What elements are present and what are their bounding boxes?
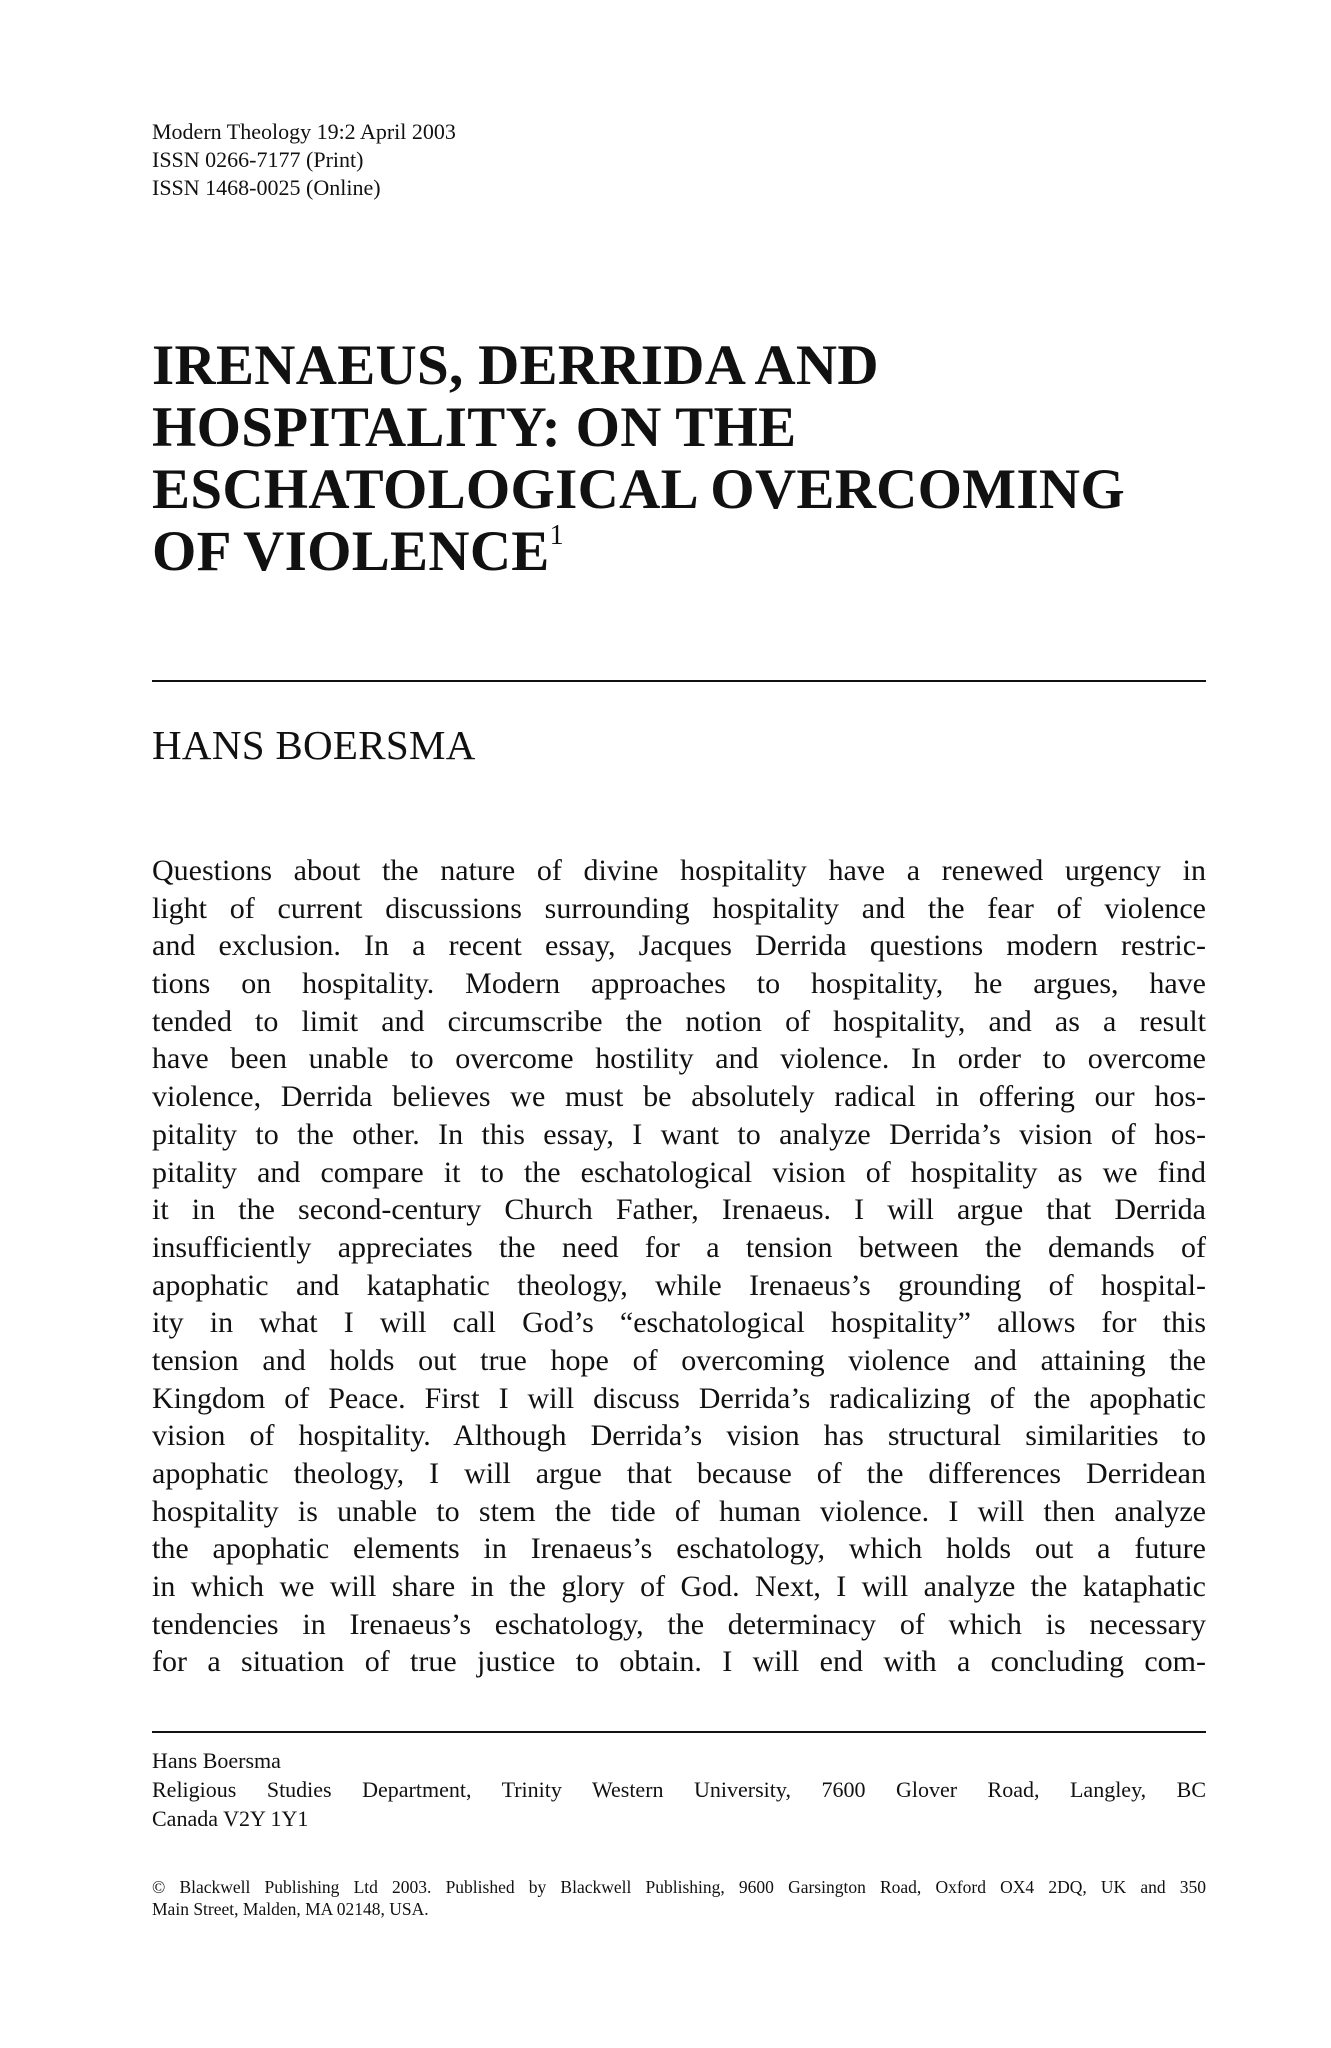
abstract-line: pitality to the other. In this essay, I want to analyze Derrida’s vision of hos- — [152, 1117, 1206, 1151]
issn-print: ISSN 0266-7177 (Print) — [152, 147, 364, 172]
abstract-line: tension and holds out true hope of overcoming violence and attaining the — [152, 1343, 1206, 1377]
abstract-line: tended to limit and circumscribe the notion of hospitality, and as a result — [152, 1004, 1206, 1038]
abstract-line: tions on hospitality. Modern approaches to hospitality, he argues, have — [152, 967, 1206, 1001]
issn-online: ISSN 1468-0025 (Online) — [152, 175, 381, 200]
footer-divider — [152, 1731, 1206, 1733]
abstract-line: hospitality is unable to stem the tide of human violence. I will then analyze — [152, 1494, 1206, 1528]
abstract-line: have been unable to overcome hostility and violence. In order to overcome — [152, 1042, 1206, 1076]
title-line-2: HOSPITALITY: ON THE — [152, 396, 797, 459]
journal-issue: Modern Theology 19:2 April 2003 — [152, 119, 456, 144]
abstract-line: apophatic and kataphatic theology, while Irenaeus’s grounding of hospital- — [152, 1268, 1206, 1302]
article-page — [152, 0, 1206, 2048]
abstract-line: light of current discussions surrounding hospitality and the fear of violence — [152, 891, 1206, 925]
title-line-4-text: OF VIOLENCE — [152, 520, 550, 583]
abstract-line: apophatic theology, I will argue that because of the differences Derridean — [152, 1457, 1206, 1490]
footnote-mark: 1 — [549, 520, 564, 551]
abstract-line: insufficiently appreciates the need for a tension between the demands of — [152, 1230, 1206, 1264]
abstract-line: Kingdom of Peace. First I will discuss Derrida’s radicalizing of the apophatic — [152, 1381, 1206, 1415]
article-title — [152, 335, 1206, 583]
abstract-line: ity in what I will call God’s “eschatological hospitality” allows for this — [152, 1306, 1206, 1340]
abstract-line: in which we will share in the glory of God. Next, I will analyze the kataphatic — [152, 1570, 1206, 1604]
abstract-line: tendencies in Irenaeus’s eschatology, the determinacy of which is necessary — [152, 1607, 1206, 1641]
abstract-line: it in the second-century Church Father, Irenaeus. I will argue that Derrida — [152, 1193, 1206, 1227]
abstract-line: vision of hospitality. Although Derrida’s vision has structural similarities to — [152, 1419, 1206, 1453]
affiliation-address-cont: Canada V2Y 1Y1 — [152, 1806, 309, 1831]
abstract-line: pitality and compare it to the eschatological vision of hospitality as we find — [152, 1155, 1206, 1189]
abstract-line: Questions about the nature of divine hospitality have a renewed urgency in — [152, 854, 1206, 887]
affiliation-address: Religious Studies Department, Trinity Western University, 7600 Glover Road, Langley, BC — [152, 1777, 1206, 1802]
copyright-line-2: Main Street, Malden, MA 02148, USA. — [152, 1899, 429, 1919]
journal-info — [152, 118, 456, 202]
abstract-line: the apophatic elements in Irenaeus’s eschatology, which holds out a future — [152, 1532, 1206, 1566]
affiliation-name: Hans Boersma — [152, 1748, 281, 1773]
title-line-3: ESCHATOLOGICAL OVERCOMING — [152, 458, 1125, 521]
author-name: HANS BOERSMA — [152, 722, 476, 768]
author-affiliation — [152, 1746, 1206, 1833]
title-divider — [152, 680, 1206, 682]
abstract — [152, 852, 1206, 1681]
abstract-line: for a situation of true justice to obtain. I will end with a concluding com- — [152, 1645, 1206, 1679]
abstract-line: and exclusion. In a recent essay, Jacques Derrida questions modern restric- — [152, 929, 1206, 963]
title-line-4 — [152, 521, 1206, 583]
title-line-1: IRENAEUS, DERRIDA AND — [152, 334, 879, 397]
abstract-line: violence, Derrida believes we must be absolutely radical in offering our hos- — [152, 1080, 1206, 1114]
copyright-line-1: © Blackwell Publishing Ltd 2003. Published by Blackwell Publishing, 9600 Garsington Road, Oxford OX4 2DQ, UK and 350 — [152, 1877, 1206, 1897]
copyright-notice — [152, 1876, 1206, 1920]
